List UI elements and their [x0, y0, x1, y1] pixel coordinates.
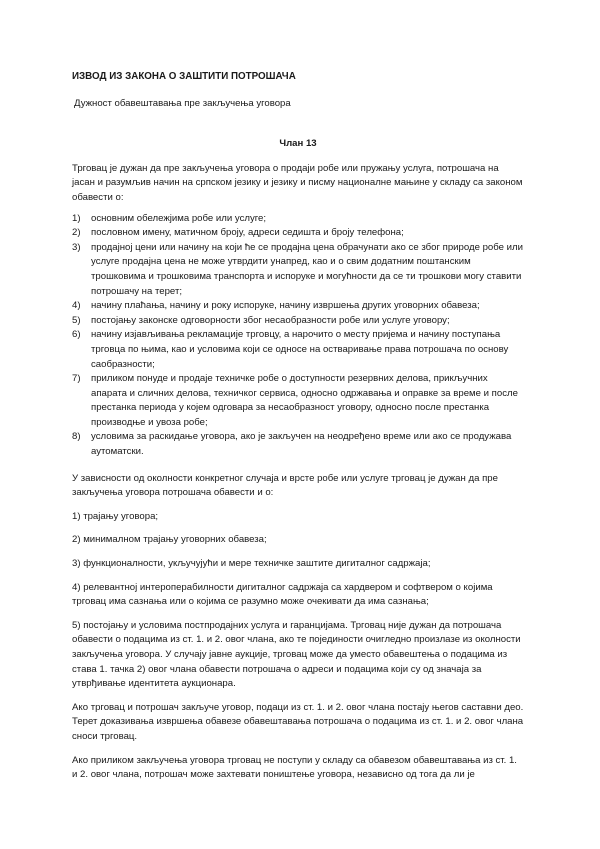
list-item-number: 4)	[72, 300, 81, 312]
paragraph-contract-part: Ако трговац и потрошач закључе уговор, подаци из ст. 1. и 2. овог члана постају његов саставни део. Терет доказивања извршења обавезе обавештавања потрошача о подацима из ст. 1. и 2. овог члана сноси трговац.	[72, 701, 524, 742]
list-item-text: постојању законске одговорности због несаобразности робе или услуге уговору;	[91, 314, 450, 326]
article-heading: Члан 13	[279, 138, 317, 150]
list-item-text: начину изјављивања рекламације трговцу, а нарочито о месту пријема и начину поступања трговца по њима, као и условима који се односе на остваривање права потрошача по основу саобразности;	[91, 329, 509, 370]
list-item-number: 7)	[72, 373, 81, 385]
intro-paragraph: Трговац је дужан да пре закључења уговора о продаји робе или пружању услуга, потрошача на јасан и разумљив начин на српском језику и језику и писму националне мањине у складу са законом обавести о:	[72, 162, 523, 203]
list-item	[72, 226, 524, 241]
list-item	[72, 372, 524, 430]
sub-item: 3) функционалности, укључујући и мере техничке заштите дигиталног садржаја;	[72, 558, 431, 570]
list-item-number: 5)	[72, 314, 81, 326]
list-item	[72, 328, 524, 372]
list-item-number: 3)	[72, 241, 81, 253]
list-item-number: 2)	[72, 227, 81, 239]
list-item-text: основним обележјима робе или услуге;	[91, 212, 267, 224]
list-item-number: 6)	[72, 329, 81, 341]
list-item	[72, 212, 524, 227]
list-item-number: 1)	[72, 212, 81, 224]
list-item-text: пословном имену, матичном броју, адреси седишта и броју телефона;	[91, 227, 404, 239]
document-subtitle: Дужност обавештавања пре закључења уговора	[74, 97, 291, 109]
list-item	[72, 299, 524, 314]
list-item-text: приликом понуде и продаје техничке робе о доступности резервних делова, прикључних апарата и сличних делова, техничког сервиса, односно одржавања и оправке за време и после престанка периода у којем одговара за несаобразност уговору, односно после престанка производње и увоза робе;	[91, 373, 518, 428]
document-title: ИЗВОД ИЗ ЗАКОНА О ЗАШТИТИ ПОТРОШАЧА	[72, 71, 296, 82]
list-item	[72, 314, 524, 329]
paragraph-annulment: Ако приликом закључења уговора трговац не поступи у складу са обавезом обавештавања из ст. 1. и 2. овог члана, потрошач може захтевати поништење уговора, независно од тога да ли је	[72, 754, 517, 781]
sub-item: 2) минималном трајању уговорних обавеза;	[72, 534, 267, 546]
paragraph-circumstances: У зависности од околности конкретног случаја и врсте робе или услуге трговац је дужан да пре закључења уговора потрошача обавести и о:	[72, 472, 498, 499]
list-item-text: продајној цени или начину на који ће се продајна цена обрачунати ако се због природе робе или услуге продајна цена не може утврдити унапред, као и о свим додатним поштанским трошковима и трошковима транспорта и испоруке и могућности да се ти трошкови могу ставити потрошачу на терет;	[91, 241, 523, 297]
sub-item: 1) трајању уговора;	[72, 510, 159, 522]
list-item-text: начину плаћања, начину и року испоруке, начину извршења других уговорних обавеза;	[91, 300, 480, 312]
list-item	[72, 430, 524, 459]
list-item-text: условима за раскидање уговора, ако је закључен на неодређено време или ако се продужава аутоматски.	[91, 431, 512, 458]
sub-item: 4) релевантној интероперабилности дигиталног садржаја са хардвером и софтвером о којима трговац има сазнања или о којима се разумно може очекивати да има сазнања;	[72, 581, 493, 608]
list-item	[72, 241, 524, 299]
list-item-number: 8)	[72, 431, 81, 443]
obligation-list	[72, 212, 524, 460]
sub-item: 5) постојању и условима постпродајних услуга и гаранцијама. Трговац није дужан да потрошача обавести о подацима из ст. 1. и 2. овог члана, ако те појединости очигледно произлазе из околности закључења уговора. У случају јавне аукције, трговац може да уместо обавештења о подацима из става 1. тачка 2) овог члана обавести потрошача о адреси и подацима који су од значаја за утврђивање идентитета аукционара.	[72, 619, 521, 690]
